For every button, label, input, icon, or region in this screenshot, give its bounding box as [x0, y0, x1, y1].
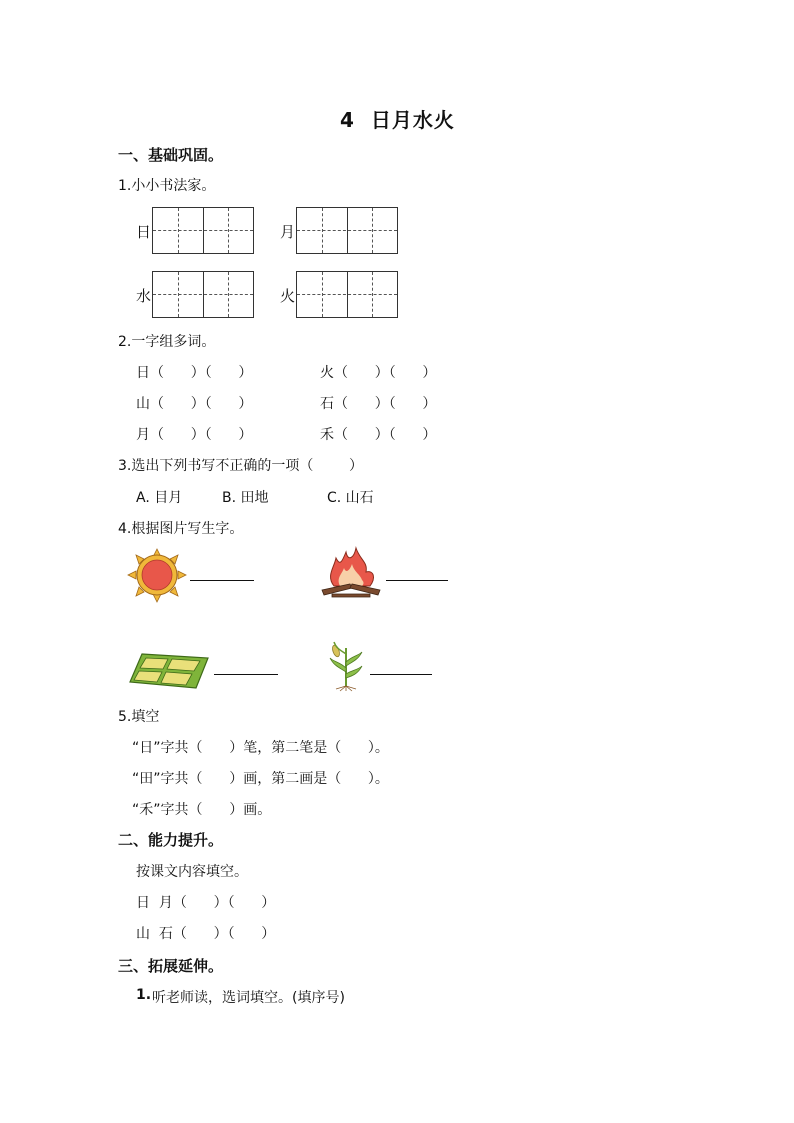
section-heading-extend: 三、拓展延伸。 [118, 957, 224, 975]
question-2-label: 2.一字组多词。 [118, 334, 216, 350]
section-heading-improve: 二、能力提升。 [118, 831, 224, 849]
fill-line: “日”字共（ ）笔，第二笔是（ ）。 [132, 740, 389, 756]
answer-line-field[interactable] [214, 674, 278, 675]
grid-char-ri: 日 [136, 223, 152, 241]
word-row-left: 山（ ）（ ） [136, 396, 253, 412]
grid-char-huo: 火 [280, 287, 296, 305]
section-heading-basics: 一、基础巩固。 [118, 146, 224, 164]
sun-image [126, 548, 188, 603]
option-b: B. 田地 [222, 490, 269, 506]
grid-char-yue: 月 [280, 223, 296, 241]
fill-line: “田”字共（ ）画，第二画是（ ）。 [132, 771, 389, 787]
page-title: 4 日月水火 [340, 108, 455, 132]
question-5-label: 5.填空 [118, 709, 160, 725]
part3-q1-text: 听老师读，选词填空。(填序号) [152, 990, 345, 1006]
question-4-label: 4.根据图片写生字。 [118, 521, 244, 537]
word-row-left: 月（ ）（ ） [136, 427, 253, 443]
writing-grid-yue[interactable] [296, 207, 398, 254]
answer-line-sun[interactable] [190, 580, 254, 581]
option-c: C. 山石 [327, 490, 374, 506]
option-a: A. 目月 [136, 490, 183, 506]
word-row-right: 石（ ）（ ） [320, 396, 437, 412]
question-3-label: 3.选出下列书写不正确的一项（ ） [118, 458, 363, 474]
grid-char-shui: 水 [136, 287, 152, 305]
rice-plant-image [326, 640, 366, 692]
part3-q1-number: 1. [136, 987, 152, 1003]
question-1-label: 1.小小书法家。 [118, 178, 216, 194]
fire-image [320, 546, 382, 598]
answer-line-rice-plant[interactable] [370, 674, 432, 675]
part2-instruction: 按课文内容填空。 [136, 864, 248, 880]
answer-line-fire[interactable] [386, 580, 448, 581]
word-row-left: 日（ ）（ ） [136, 365, 253, 381]
writing-grid-ri[interactable] [152, 207, 254, 254]
writing-grid-huo[interactable] [296, 271, 398, 318]
writing-grid-shui[interactable] [152, 271, 254, 318]
fill-line: 日 月（ ）（ ） [136, 895, 276, 911]
fill-line: 山 石（ ）（ ） [136, 926, 276, 942]
word-row-right: 禾（ ）（ ） [320, 427, 437, 443]
fill-line: “禾”字共（ ）画。 [132, 802, 272, 818]
word-row-right: 火（ ）（ ） [320, 365, 437, 381]
field-image [128, 652, 210, 690]
